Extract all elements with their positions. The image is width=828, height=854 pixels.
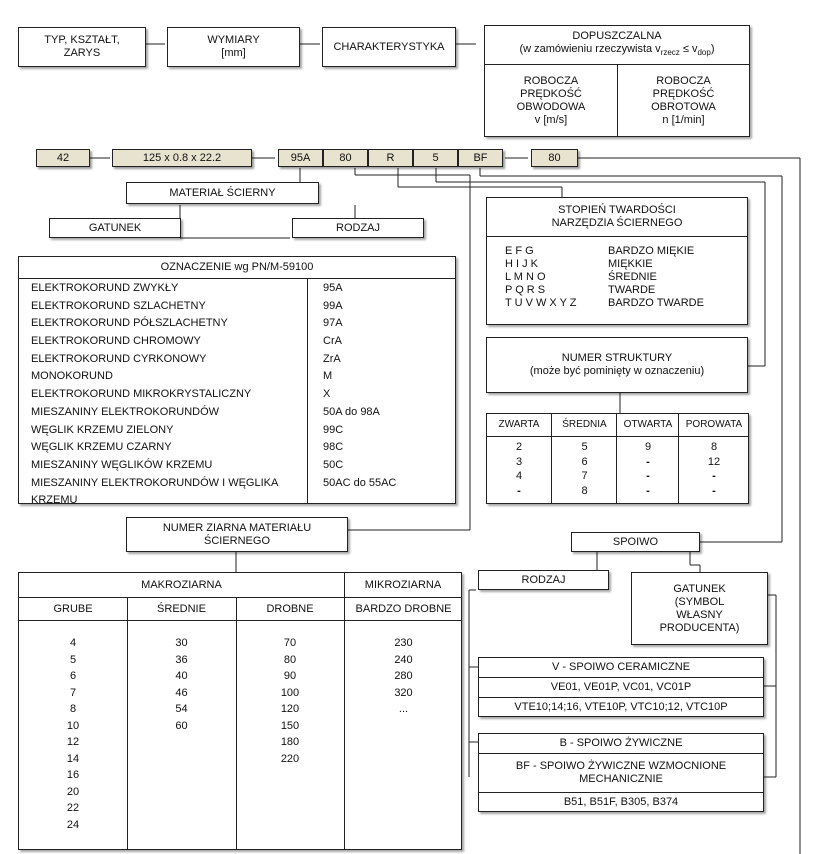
charakterystyka-box — [322, 27, 456, 67]
spoiwo-b-row: B51, B51F, B305, B374 — [563, 796, 679, 808]
struktura-value: - — [646, 484, 650, 497]
material-row-code: M — [323, 370, 333, 383]
struktura-header: OTWARTA — [617, 414, 679, 437]
material-row — [31, 421, 455, 439]
twardosc-letters: E F G — [505, 245, 534, 257]
twardosc-desc: TWARDE — [608, 284, 656, 296]
grit-value: 60 — [175, 719, 188, 732]
grit-value: 320 — [394, 686, 413, 699]
typ-line1: TYP, KSZTAŁT, — [44, 34, 120, 46]
material-row-name: ELEKTROKORUND ZWYKŁY — [31, 282, 179, 294]
grit-value: 100 — [280, 686, 300, 699]
header-bardzo-drobne: BARDZO DROBNE — [355, 603, 452, 615]
material-row — [31, 491, 455, 509]
twardosc-title: STOPIEŃ TWARDOŚCI NARZĘDZIA ŚCIERNEGO — [487, 198, 747, 237]
header-drobne: DROBNE — [266, 603, 314, 615]
grit-value: 90 — [283, 670, 297, 682]
material-row-code: 50AC do 55AC — [323, 476, 397, 489]
struktura-value: - — [712, 470, 716, 482]
material-row-name: MONOKORUND — [31, 370, 113, 383]
grit-value: 150 — [280, 719, 300, 732]
material-row — [31, 403, 455, 421]
material-row-code: ZrA — [323, 352, 341, 365]
material-row-name: KRZEMU — [31, 494, 78, 507]
dopuszczalna-box — [484, 25, 750, 137]
struktura-value: 8 — [581, 484, 588, 497]
code-material: 95A — [278, 149, 323, 167]
material-row-code: 98C — [323, 441, 344, 454]
dopuszczalna-sub: (w zamówieniu rzeczywista $v_{rzecz} \le v_{dop}$) — [519, 43, 715, 58]
struktura-header: POROWATA — [679, 414, 749, 437]
material-title: MATERIAŁ ŚCIERNY — [126, 182, 319, 204]
code-spoiwo: BF — [458, 149, 503, 167]
twardosc-letters: P Q R S — [505, 284, 546, 296]
material-row — [31, 279, 455, 297]
struktura-value: - — [517, 484, 521, 497]
grit-value: 24 — [66, 818, 80, 831]
grit-value: 30 — [175, 637, 188, 649]
wymiary-line2: [mm] — [221, 47, 246, 59]
struktura-value: 8 — [710, 441, 718, 453]
dopuszczalna-title: DOPUSZCZALNA — [572, 30, 662, 43]
struktura-value: 4 — [515, 470, 523, 482]
material-row-name: MIESZANINY ELEKTROKORUNDÓW — [31, 405, 220, 418]
twardosc-row — [505, 297, 747, 310]
struktura-col — [487, 414, 551, 503]
grit-value: 4 — [69, 637, 77, 649]
grit-value: 16 — [66, 769, 80, 781]
obwodowa-cell: ROBOCZA PRĘDKOŚĆ OBWODOWA v [m/s] — [485, 65, 618, 137]
ziarno-table — [18, 572, 462, 850]
code-predkosc: 80 — [531, 149, 578, 167]
grit-value: 54 — [175, 703, 188, 715]
material-row-name: ELEKTROKORUND SZLACHETNY — [31, 299, 206, 312]
spoiwo-gatunek: GATUNEK (SYMBOL WŁASNY PRODUCENTA) — [631, 572, 768, 645]
spoiwo-v-title: V - SPOIWO CERAMICZNE — [479, 658, 763, 678]
grit-value: 12 — [66, 736, 80, 748]
struktura-value: 9 — [644, 441, 652, 453]
header-srednie: ŚREDNIE — [157, 603, 206, 615]
obrotowa-cell: ROBOCZA PRĘDKOŚĆ OBROTOWA n [1/min] — [651, 75, 716, 126]
dopuszczalna-header — [485, 26, 749, 65]
grit-value: 220 — [280, 752, 300, 765]
rodzaj-box: RODZAJ — [292, 218, 424, 238]
twardosc-desc: MIĘKKIE — [608, 258, 653, 270]
material-row — [31, 438, 455, 456]
material-row — [31, 367, 455, 385]
material-row — [31, 297, 455, 315]
spoiwo-v-box — [478, 657, 764, 717]
struktura-table — [486, 413, 749, 504]
twardosc-row — [505, 258, 747, 271]
material-row-code: 97A — [323, 317, 343, 330]
twardosc-row — [505, 245, 747, 258]
grube-column — [19, 635, 127, 833]
struktura-value: 12 — [707, 455, 721, 468]
gatunek-box: GATUNEK — [49, 218, 181, 238]
grit-value: 14 — [66, 752, 80, 765]
grit-value: ... — [398, 703, 409, 715]
material-table-title: OZNACZENIE wg PN/M-59100 — [19, 257, 455, 279]
grit-value: 70 — [283, 637, 297, 649]
struktura-value: 6 — [581, 455, 588, 468]
spoiwo-title: SPOIWO — [571, 532, 700, 552]
header-grube: GRUBE — [53, 603, 93, 615]
grit-value: 7 — [69, 686, 77, 699]
charakterystyka-label: CHARAKTERYSTYKA — [333, 40, 445, 53]
material-row — [31, 314, 455, 332]
code-ziarno: 80 — [323, 149, 368, 167]
struktura-header: ŚREDNIA — [552, 414, 617, 437]
struktura-value: 5 — [581, 441, 588, 453]
material-row-code: CrA — [323, 335, 342, 348]
grit-value: 280 — [394, 670, 413, 682]
struktura-value: 2 — [515, 441, 523, 453]
grit-value: 20 — [66, 785, 80, 798]
struktura-col — [616, 414, 679, 503]
material-row — [31, 350, 455, 368]
spoiwo-v-row2: VTE10;14;16, VTE10P, VTC10;12, VTC10P — [514, 701, 728, 713]
ziarno-title: NUMER ZIARNA MATERIAŁU ŚCIERNEGO — [126, 517, 348, 552]
twardosc-letters: H I J K — [505, 258, 539, 270]
material-row-name: ELEKTROKORUND CHROMOWY — [31, 335, 201, 348]
material-row-name: ELEKTROKORUND PÓŁSZLACHETNY — [31, 317, 228, 330]
twardosc-desc: BARDZO TWARDE — [608, 297, 704, 309]
twardosc-letters: L M N O — [505, 271, 546, 283]
mikro-header: MIKROZIARNA — [345, 573, 461, 598]
drobne-column — [236, 635, 344, 767]
twardosc-letters: T U V W X Y Z — [505, 297, 577, 309]
struktura-value: 7 — [581, 470, 588, 482]
code-typ: 42 — [36, 149, 90, 167]
struktura-header: ZWARTA — [487, 414, 551, 437]
grit-value: 240 — [394, 653, 413, 666]
wymiary-box — [167, 27, 300, 67]
grit-value: 80 — [283, 653, 297, 666]
grit-value: 8 — [69, 703, 77, 715]
material-row-name: WĘGLIK KRZEMU ZIELONY — [31, 423, 174, 436]
struktura-col — [551, 414, 617, 503]
code-twardosc: R — [368, 149, 413, 167]
spoiwo-v-row1: VE01, VE01P, VC01, VC01P — [479, 678, 763, 698]
twardosc-box — [486, 197, 748, 325]
grit-value: 22 — [66, 802, 80, 814]
spoiwo-bf: BF - SPOIWO ŻYWICZNE WZMOCNIONE MECHANICZNIE — [479, 754, 763, 793]
material-table — [18, 256, 456, 507]
typ-line2: ZARYS — [63, 47, 101, 59]
typ-box — [18, 27, 146, 67]
material-row-code: 99A — [323, 299, 343, 312]
material-row-name: ELEKTROKORUND CYRKONOWY — [31, 352, 207, 365]
grit-value: 6 — [69, 670, 77, 682]
twardosc-row — [505, 284, 747, 297]
grit-value: 120 — [280, 703, 300, 715]
material-row-name: ELEKTROKORUND MIKROKRYSTALICZNY — [31, 388, 252, 401]
bardzo-drobne-column — [344, 635, 463, 718]
twardosc-desc: ŚREDNIE — [608, 271, 657, 283]
struktura-value: 3 — [515, 455, 523, 468]
spoiwo-rodzaj: RODZAJ — [478, 570, 609, 590]
struktura-box: NUMER STRUKTURY (może być pominięty w oznaczeniu) — [486, 337, 748, 393]
struktura-value: - — [646, 470, 650, 482]
material-row-name: MIESZANINY WĘGLIKÓW KRZEMU — [31, 458, 213, 471]
material-row-code: 99C — [323, 423, 344, 436]
code-struktura: 5 — [413, 149, 458, 167]
srednie-column — [127, 635, 236, 734]
material-row-code: 95A — [323, 282, 343, 294]
material-row-code: 50A do 98A — [323, 405, 380, 418]
material-row-code: X — [323, 388, 331, 401]
material-row — [31, 332, 455, 350]
material-row — [31, 474, 455, 492]
grit-value: 180 — [280, 736, 300, 748]
material-row — [31, 385, 455, 403]
grit-value: 10 — [66, 719, 80, 732]
grit-value: 36 — [175, 653, 188, 666]
material-row-code: 50C — [323, 458, 344, 471]
grit-value: 5 — [69, 653, 77, 666]
makro-header: MAKROZIARNA — [19, 573, 344, 598]
material-row-name: WĘGLIK KRZEMU CZARNY — [31, 441, 172, 454]
struktura-value: - — [646, 455, 650, 468]
struktura-col — [678, 414, 749, 503]
twardosc-row — [505, 271, 747, 284]
grit-value: 40 — [175, 670, 188, 682]
grit-value: 46 — [175, 686, 188, 699]
twardosc-desc: BARDZO MIĘKIE — [608, 245, 695, 257]
grit-value: 230 — [394, 637, 413, 649]
spoiwo-b-box — [478, 733, 764, 812]
wymiary-line1: WYMIARY — [207, 34, 260, 46]
material-row — [31, 456, 455, 474]
spoiwo-b-title: B - SPOIWO ŻYWICZNE — [479, 734, 763, 754]
code-wymiary: 125 x 0.8 x 22.2 — [112, 149, 252, 167]
material-row-name: MIESZANINY ELEKTROKORUNDÓW I WĘGLIKA — [31, 476, 279, 489]
struktura-value: - — [712, 484, 716, 497]
